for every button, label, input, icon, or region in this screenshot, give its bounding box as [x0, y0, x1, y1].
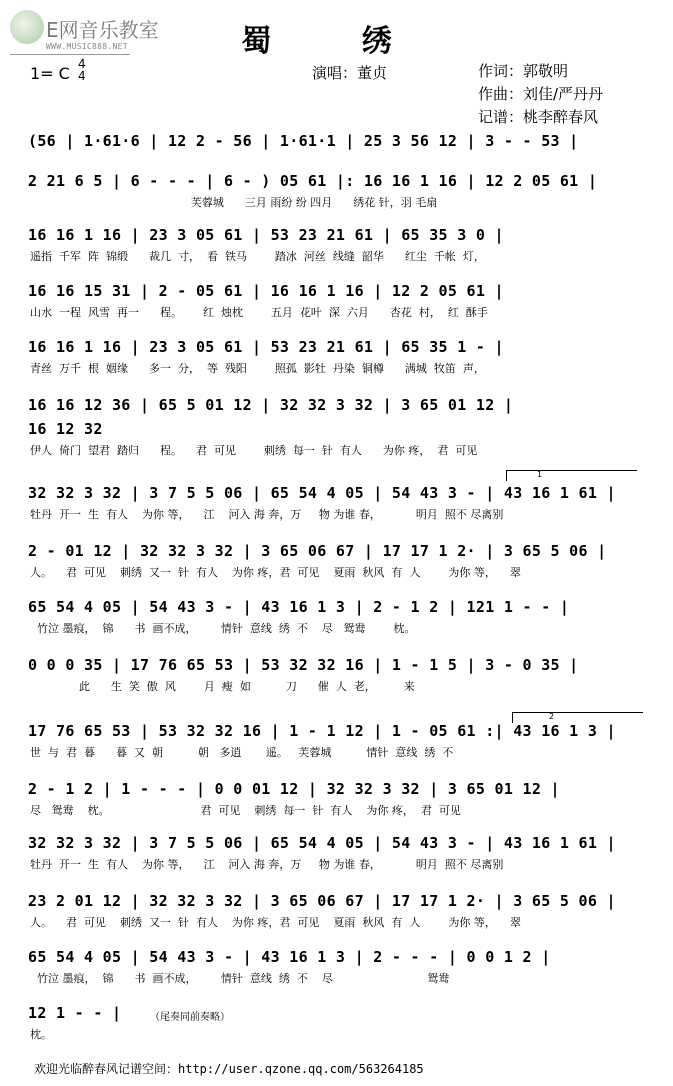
notation-line: 32 32 3 32 | 3 7 5 5 06 | 65 54 4 05 | 54 43 3 - | 43 16 1 61 |: [28, 484, 616, 502]
lyrics-line: 青丝 万千 根 姻缘 多一 分， 等 残阳 照孤 影牡 丹染 铜樽 满城 牧笛 声，: [30, 362, 485, 375]
ending-note: （尾奏同前奏略）: [150, 1012, 230, 1023]
notation-line: 2 21 6 5 | 6 - - - | 6 - ) 05 61 |: 16 16 1 16 | 12 2 05 61 |: [28, 172, 598, 190]
meter-top: 4: [78, 57, 86, 71]
watermark-url: WWW.MUSIC888.NET: [46, 42, 128, 51]
lyrics-line: 芙蓉城 三月 雨纷 纷 四月 绣花 针，羽 毛扇: [30, 196, 438, 209]
lyrics-line: 人。 君 可见 刺绣 又一 针 有人 为你 疼，君 可见 夏雨 秋风 有 人 为你 等， 翠: [30, 916, 521, 929]
notation-line: 17 76 65 53 | 53 32 32 16 | 1 - 1 12 | 1 - 05 61 :| 43 16 1 3 |: [28, 722, 616, 740]
notation-line: 16 16 15 31 | 2 - 05 61 | 16 16 1 16 | 12 2 05 61 |: [28, 282, 504, 300]
notation-line: 2 - 01 12 | 32 32 3 32 | 3 65 06 67 | 17 17 1 2· | 3 65 5 06 |: [28, 542, 607, 560]
meter-bottom: 4: [78, 69, 86, 83]
lyrics-line: 竹泣 墨痕， 锦 书 画不成， 情针 意线 绣 不 尽 鸳鸯: [30, 972, 450, 985]
notation-line: 16 16 12 36 | 65 5 01 12 | 32 32 3 32 | 3 65 01 12 |: [28, 396, 514, 414]
lyrics-line: 牡丹 开一 生 有人 为你 等， 江 河入 海 奔，万 物 为谁 春， 明月 照不 尽离别: [30, 508, 504, 521]
footer-text: 欢迎光临醉春风记谱空间：http://user.qzone.qq.com/563264185: [34, 1062, 424, 1076]
song-title: 蜀 绣: [241, 24, 432, 59]
lyrics-line: 山水 一程 风雪 再一 程。 红 烛枕 五月 花叶 深 六月 杏花 村， 红 酥手: [30, 306, 488, 319]
notation-line: 16 16 1 16 | 23 3 05 61 | 53 23 21 61 | 65 35 3 0 |: [28, 226, 504, 244]
lyrics-line: 尽 鸳鸯 枕。 君 可见 刺绣 每一 针 有人 为你 疼， 君 可见: [30, 804, 461, 817]
transcriber-credit: 记谱：桃李醉春风: [478, 108, 599, 126]
notation-line: 65 54 4 05 | 54 43 3 - | 43 16 1 3 | 2 - - - | 0 0 1 2 |: [28, 948, 551, 966]
watermark-site-name: E网音乐教室: [46, 18, 159, 42]
lyrics-line: 牡丹 开一 生 有人 为你 等， 江 河入 海 奔，万 物 为谁 春， 明月 照不 尽离别: [30, 858, 504, 871]
lyrics-line: 竹泣 墨痕， 锦 书 画不成， 情针 意线 绣 不 尽 鸳鸯 枕。: [30, 622, 416, 635]
composer-credit: 作曲：刘佳/严丹丹: [478, 85, 604, 103]
lyrics-line: 此 生 笑 傲 风 月 瘦 如 刀 催 人 老， 来: [30, 680, 415, 693]
volta-2-label: 2: [549, 712, 555, 721]
lyricist-credit: 作词：郭敬明: [478, 62, 569, 80]
notation-line: 12 1 - - |: [28, 1004, 122, 1022]
notation-line: 16 16 1 16 | 23 3 05 61 | 53 23 21 61 | 65 35 1 - |: [28, 338, 504, 356]
notation-line: 0 0 0 35 | 17 76 65 53 | 53 32 32 16 | 1 - 1 5 | 3 - 0 35 |: [28, 656, 579, 674]
singer-credit: 演唱：董贞: [312, 64, 388, 82]
notation-line: 65 54 4 05 | 54 43 3 - | 43 16 1 3 | 2 - 1 2 | 121 1 - - |: [28, 598, 570, 616]
lyrics-line: 伊人 倚门 望君 踏归 程。 君 可见 刺绣 每一 针 有人 为你 疼， 君 可见: [30, 444, 478, 457]
notation-line: (56 | 1·61·6 | 12 2 - 56 | 1·61·1 | 25 3 56 12 | 3 - - 53 |: [28, 132, 579, 150]
credits-block: [478, 60, 603, 129]
notation-line: 32 32 3 32 | 3 7 5 5 06 | 65 54 4 05 | 54 43 3 - | 43 16 1 61 |: [28, 834, 616, 852]
lyrics-line: 人。 君 可见 刺绣 又一 针 有人 为你 疼，君 可见 夏雨 秋风 有 人 为你 等， 翠: [30, 566, 521, 579]
volta-1-label: 1: [537, 470, 543, 479]
notation-line: 2 - 1 2 | 1 - - - | 0 0 01 12 | 32 32 3 32 | 3 65 01 12 |: [28, 780, 560, 798]
notation-line: 23 2 01 12 | 32 32 3 32 | 3 65 06 67 | 17 17 1 2· | 3 65 5 06 |: [28, 892, 616, 910]
volta-1-bracket: [506, 470, 637, 481]
lyrics-line: 世 与 君 暮 暮 又 朝 朝 多逍 遥。 芙蓉城 情针 意线 绣 不: [30, 746, 454, 759]
key-signature: 1= C: [30, 64, 70, 83]
lyrics-line: 遥指 千军 阵 锦缎 裁几 寸， 看 铁马 踏冰 河丝 线缝 韶华 红尘 千帐 灯，: [30, 250, 485, 263]
lyrics-line: 枕。: [30, 1028, 52, 1041]
time-signature: [78, 58, 86, 82]
notation-line: 16 12 32: [28, 420, 103, 438]
volta-2-bracket: [512, 712, 643, 723]
